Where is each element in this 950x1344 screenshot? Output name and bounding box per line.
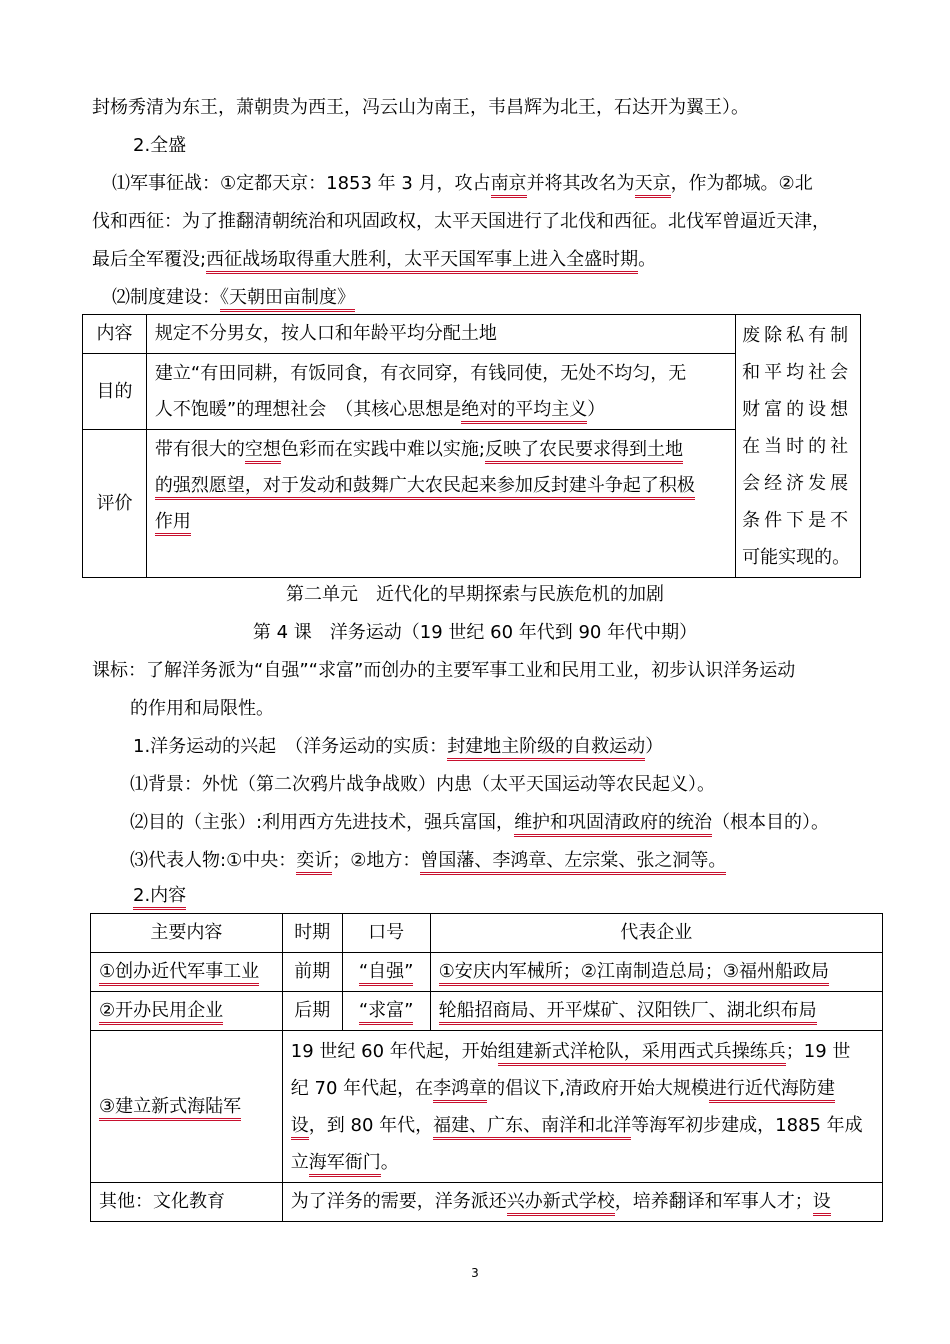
side-note: 废除私有制 和平均社会 财富的设想 在当时的社 会经济发展 条件下是不 可能实现的。	[736, 315, 861, 578]
cell-purpose: 建立“有田同耕，有饭同食，有衣同穿，有钱同使，无处不均匀，无 人不饱暖”的理想社会 （其核心思想是绝对的平均主义）	[146, 354, 735, 430]
table-cell: ③建立新式海陆军	[91, 1031, 283, 1183]
section-heading: 1.洋务运动的兴起 （洋务运动的实质：封建地主阶级的自救运动）	[133, 735, 663, 759]
table-cell: 前期	[282, 953, 342, 992]
westernization-table	[90, 913, 883, 1222]
land-system-table	[82, 314, 861, 578]
row-label: 内容	[83, 315, 147, 354]
text-line: 伐和西征：为了推翻清朝统治和巩固政权，太平天国进行了北伐和西征。北伐军曾逼近天津，	[92, 211, 830, 232]
table-cell: 其他：文化教育	[91, 1183, 283, 1222]
section-heading: 2.内容	[133, 884, 186, 908]
header-cell: 主要内容	[91, 914, 283, 953]
table-cell: 19 世纪 60 年代起，开始组建新式洋枪队，采用西式兵操练兵；19 世 纪 70 年代起，在李鸿章的倡议下,清政府开始大规模进行近代海防建 设，到 80 年代，福建、广东、南洋和北洋等海军初步建成，1885 年成 立海军衙门。	[282, 1031, 882, 1183]
cell-evaluation: 带有很大的空想色彩而在实践中难以实施;反映了农民要求得到土地 的强烈愿望，对于发动和鼓舞广大农民起来参加反封建斗争起了积极 作用	[146, 430, 735, 578]
text-line: ⑵制度建设：《天朝田亩制度》	[112, 286, 355, 310]
text-line: 的作用和局限性。	[130, 698, 274, 719]
header-cell: 口号	[342, 914, 430, 953]
section-heading: 2.全盛	[133, 135, 187, 156]
text-line: 课标：了解洋务派为“自强”“求富”而创办的主要军事工业和民用工业，初步认识洋务运动	[92, 660, 796, 681]
text-line: ⑶代表人物:①中央：奕䜣；②地方：曾国藩、李鸿章、左宗棠、张之洞等。	[130, 849, 726, 873]
text-line: ⑴背景：外忧（第二次鸦片战争战败）内患（太平天国运动等农民起义）。	[130, 774, 715, 795]
row-label: 评价	[83, 430, 147, 578]
lesson-title: 第 4 课 洋务运动（19 世纪 60 年代到 90 年代中期）	[252, 622, 698, 643]
table-cell: 轮船招商局、开平煤矿、汉阳铁厂、湖北织布局	[430, 992, 882, 1031]
header-cell: 代表企业	[430, 914, 882, 953]
row-label: 目的	[83, 354, 147, 430]
text-line: 最后全军覆没;西征战场取得重大胜利，太平天国军事上进入全盛时期。	[92, 248, 656, 272]
text-line: ⑵目的（主张）:利用西方先进技术，强兵富国，维护和巩固清政府的统治（根本目的）。	[130, 811, 829, 835]
table-cell: “求富”	[342, 992, 430, 1031]
table-cell: “自强”	[342, 953, 430, 992]
page-number: 3	[471, 1266, 479, 1280]
table-cell: ②开办民用企业	[91, 992, 283, 1031]
text-line: 封杨秀清为东王，萧朝贵为西王，冯云山为南王，韦昌辉为北王，石达开为翼王）。	[92, 97, 749, 118]
text-line: ⑴军事征战：①定都天京：1853 年 3 月，攻占南京并将其改名为天京，作为都城。②北	[112, 172, 813, 196]
header-cell: 时期	[282, 914, 342, 953]
table-cell: 为了洋务的需要，洋务派还兴办新式学校，培养翻译和军事人才；设	[282, 1183, 882, 1222]
table-cell: ①安庆内军械所；②江南制造总局；③福州船政局	[430, 953, 882, 992]
cell-content: 规定不分男女，按人口和年龄平均分配土地	[146, 315, 735, 354]
table-cell: 后期	[282, 992, 342, 1031]
table-cell: ①创办近代军事工业	[91, 953, 283, 992]
unit-title: 第二单元 近代化的早期探索与民族危机的加剧	[286, 584, 664, 605]
